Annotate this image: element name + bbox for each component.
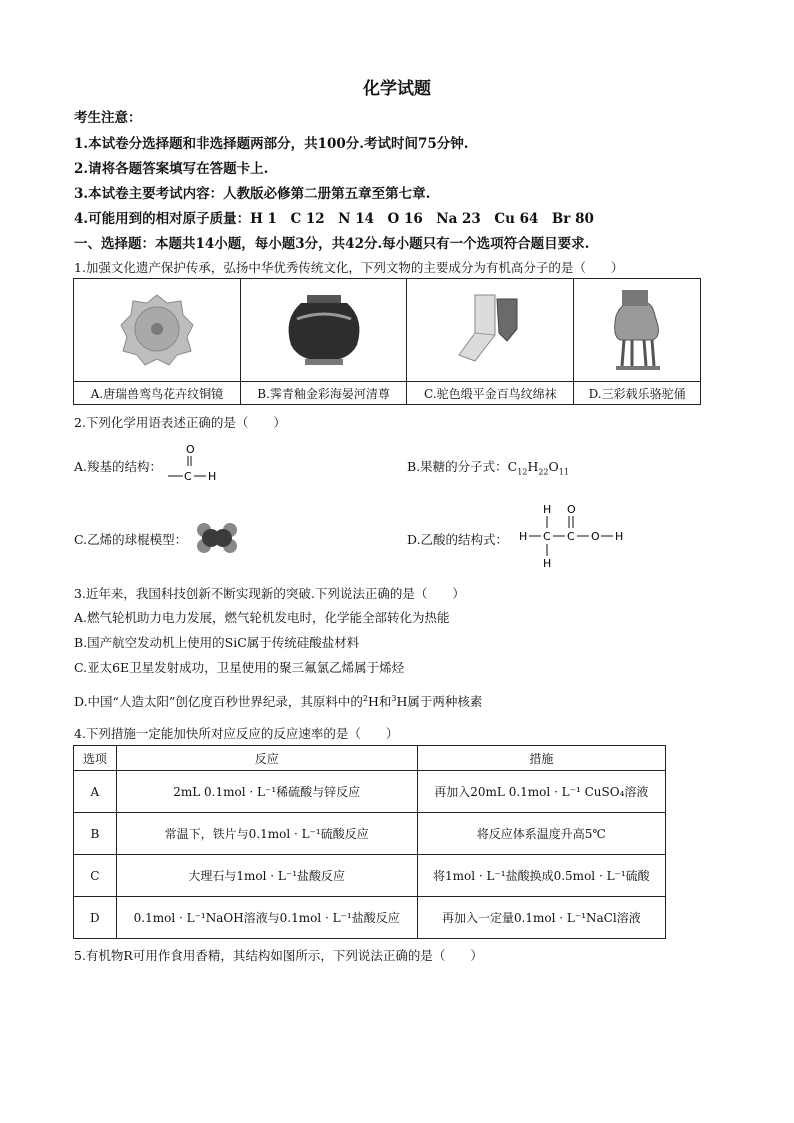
notice-3: 3.本试卷主要考试内容：人教版必修第二册第五章至第七章. xyxy=(74,186,431,202)
ethylene-ball-stick-model xyxy=(194,520,240,556)
table-row: D 0.1mol · L⁻¹NaOH溶液与0.1mol · L⁻¹盐酸反应 再加入一定量0.1mol · L⁻¹NaCl溶液 xyxy=(74,897,666,939)
q3-option-d: D.中国“人造太阳”创亿度百秒世界纪录，其原料中的$^2$H和$^3$H属于两种核素 xyxy=(74,693,483,709)
q4-header-option: 选项 xyxy=(74,746,117,771)
structure-atom-o: O xyxy=(186,443,195,456)
notice-1: 1.本试卷分选择题和非选择题两部分，共100分.考试时间75分钟. xyxy=(74,136,469,152)
svg-text:H: H xyxy=(519,530,528,543)
q1-image-c xyxy=(407,279,574,382)
q1-image-b xyxy=(240,279,407,382)
q1-stem: 1.加强文化遗产保护传承，弘扬中华优秀传统文化，下列文物的主要成分为有机高分子的是（ ） xyxy=(74,260,624,275)
section-heading: 一、选择题：本题共14小题，每小题3分，共42分.每小题只有一个选项符合题目要求. xyxy=(74,236,590,252)
q1-image-a xyxy=(74,279,241,382)
svg-text:H: H xyxy=(615,530,624,543)
acetic-acid-structure xyxy=(515,502,633,570)
q2-option-c: C.乙烯的球棍模型： xyxy=(74,532,188,547)
tricolor-camel-image xyxy=(602,286,672,372)
q4-table xyxy=(73,745,666,939)
q2-option-d: D.乙酸的结构式： xyxy=(407,532,509,547)
q3-option-b: B.国产航空发动机上使用的SiC属于传统硅酸盐材料 xyxy=(74,635,360,650)
carboxyl-structure xyxy=(166,442,228,484)
q1-option-c: C.驼色缎平金百鸟纹绵袜 xyxy=(407,382,574,405)
q1-option-a: A.唐瑞兽鸾鸟花卉纹铜镜 xyxy=(74,382,241,405)
q2-option-b xyxy=(407,457,569,477)
blue-glaze-jar-image xyxy=(279,289,369,369)
silk-socks-image xyxy=(445,289,535,369)
svg-text:O: O xyxy=(567,503,576,516)
q3-option-c: C.亚太6E卫星发射成功，卫星使用的聚三氟氯乙烯属于烯烃 xyxy=(74,660,405,675)
q2-option-b-label: B.果糖的分子式： xyxy=(407,459,508,474)
notice-2: 2.请将各题答案填写在答题卡上. xyxy=(74,161,269,177)
q4-stem: 4.下列措施一定能加快所对应反应的反应速率的是（ ） xyxy=(74,726,399,741)
q5-stem: 5.有机物R可用作食用香精，其结构如图所示，下列说法正确的是（ ） xyxy=(74,948,483,963)
notice-heading: 考生注意： xyxy=(74,110,142,126)
q2-stem: 2.下列化学用语表述正确的是（ ） xyxy=(74,415,286,430)
svg-text:C: C xyxy=(567,530,575,543)
q3-stem: 3.近年来，我国科技创新不断实现新的突破.下列说法正确的是（ ） xyxy=(74,586,465,601)
q1-image-d xyxy=(574,279,701,382)
structure-atom-h: H xyxy=(208,470,217,483)
q3-option-a: A.燃气轮机助力电力发展，燃气轮机发电时，化学能全部转化为热能 xyxy=(74,610,450,625)
svg-text:H: H xyxy=(543,557,552,570)
table-row: A 2mL 0.1mol · L⁻¹稀硫酸与锌反应 再加入20mL 0.1mol · L⁻¹ CuSO₄溶液 xyxy=(74,771,666,813)
q1-option-d: D.三彩载乐骆驼俑 xyxy=(574,382,701,405)
q1-options-table xyxy=(73,278,701,405)
q4-header-reaction: 反应 xyxy=(116,746,417,771)
table-row: C 大理石与1mol · L⁻¹盐酸反应 将1mol · L⁻¹盐酸换成0.5mol · L⁻¹硫酸 xyxy=(74,855,666,897)
bronze-mirror-image xyxy=(117,289,197,369)
notice-4: 4.可能用到的相对原子质量：H 1 C 12 N 14 O 16 Na 23 Cu 64 Br 80 xyxy=(74,211,594,227)
q2-option-a: A.羧基的结构： xyxy=(74,459,163,474)
q4-header-measure: 措施 xyxy=(417,746,665,771)
svg-text:C: C xyxy=(543,530,551,543)
q1-option-b: B.霁青釉金彩海晏河清尊 xyxy=(240,382,407,405)
fructose-formula: $C_{12}H_{22}O_{11}$ xyxy=(507,459,569,477)
table-row: B 常温下，铁片与0.1mol · L⁻¹硫酸反应 将反应体系温度升高5℃ xyxy=(74,813,666,855)
svg-text:O: O xyxy=(591,530,600,543)
svg-text:H: H xyxy=(543,503,552,516)
structure-atom-c: C xyxy=(184,470,192,483)
page-title: 化学试题 xyxy=(363,79,431,99)
